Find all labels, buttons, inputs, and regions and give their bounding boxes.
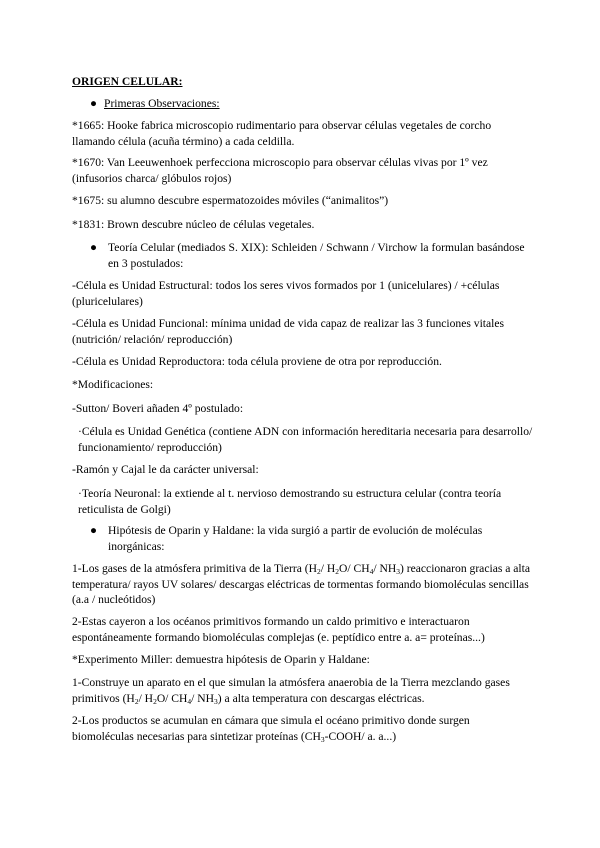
paragraph-aparato-miller: 1-Construye un aparato en el que simulan la atmósfera anaerobia de la Tierra mezclando gases primitivos ($H_2/$ $H_2O/$ $CH_4/$ $NH_3$) a alta temperatura con descargas eléctricas. (72, 676, 510, 706)
ramon-y-cajal: -Ramón y Cajal le da carácter universal: (72, 463, 259, 476)
teoria-neuronal: ·Teoría Neuronal: la extiende al t. nervioso demostrando su estructura celular (contra teoría reticulista de Golgi) (78, 487, 502, 516)
page-title: ORIGEN CELULAR: (72, 75, 183, 88)
paragraph-1831: *1831: Brown descubre núcleo de células vegetales. (72, 218, 315, 231)
bullet-icon: ● (90, 241, 98, 254)
oparin-haldane-text: Hipótesis de Oparin y Haldane: la vida surgió a partir de evolución de moléculas inorgánicas: (108, 524, 483, 553)
paragraph-1675: *1675: su alumno descubre espermatozoides móviles (“animalitos”) (72, 194, 389, 207)
teoria-celular-text: Teoría Celular (mediados S. XIX): Schleiden / Schwann / Virchow la formulan basándose en 3 postulados: (108, 241, 525, 270)
postulado-reproductora: -Célula es Unidad Reproductora: toda célula proviene de otra por reproducción. (72, 355, 442, 368)
unidad-genetica: ·Célula es Unidad Genética (contiene ADN con información hereditaria necesaria para desarrollo/ funcionamiento/ reproducción) (78, 425, 533, 454)
paragraph-1665: *1665: Hooke fabrica microscopio rudimentario para observar células vegetales de corcho llamando célula (acuña término) a cada celdilla. (72, 119, 492, 148)
modificaciones-heading: *Modificaciones: (72, 378, 154, 391)
primeras-observaciones-label: Primeras Observaciones: (104, 97, 220, 110)
paragraph-oceanos-primitivos: 2-Estas cayeron a los océanos primitivos formando un caldo primitivo e interactuaron espontáneamente formando biomoléculas complejas (e. peptídico entre a. a= proteínas...) (72, 615, 485, 644)
paragraph-productos-camara: 2-Los productos se acumulan en cámara que simula el océano primitivo donde surgen biomoléculas necesarias para sintetizar proteínas ($CH_3-COOH/$ a. a...) (72, 714, 470, 744)
experimento-miller: *Experimento Miller: demuestra hipótesis de Oparin y Haldane: (72, 653, 370, 666)
postulado-funcional: -Célula es Unidad Funcional: mínima unidad de vida capaz de realizar las 3 funciones vitales (nutrición/ relación/ reproducción) (72, 317, 505, 346)
paragraph-gases-atmosfera: 1-Los gases de la atmósfera primitiva de la Tierra ($H_2/$ $H_2O/$ $CH_4/$ $NH_3$) reaccionaron gracias a alta temperatura/ rayos UV solares/ descargas eléctricas de tormentas formando biomoléculas sencillas (a.a / nucleótidos) (72, 562, 531, 607)
bullet-icon: ● (90, 97, 98, 110)
paragraph-1670: *1670: Van Leeuwenhoek perfecciona microscopio para observar células vivas por 1º vez (infusorios charca/ glóbulos rojos) (72, 156, 488, 185)
bullet-icon: ● (90, 524, 98, 537)
postulado-estructural: -Célula es Unidad Estructural: todos los seres vivos formados por 1 (unicelulares) / +células (pluricelulares) (72, 279, 500, 308)
sutton-boveri: -Sutton/ Boveri añaden 4º postulado: (72, 402, 244, 415)
